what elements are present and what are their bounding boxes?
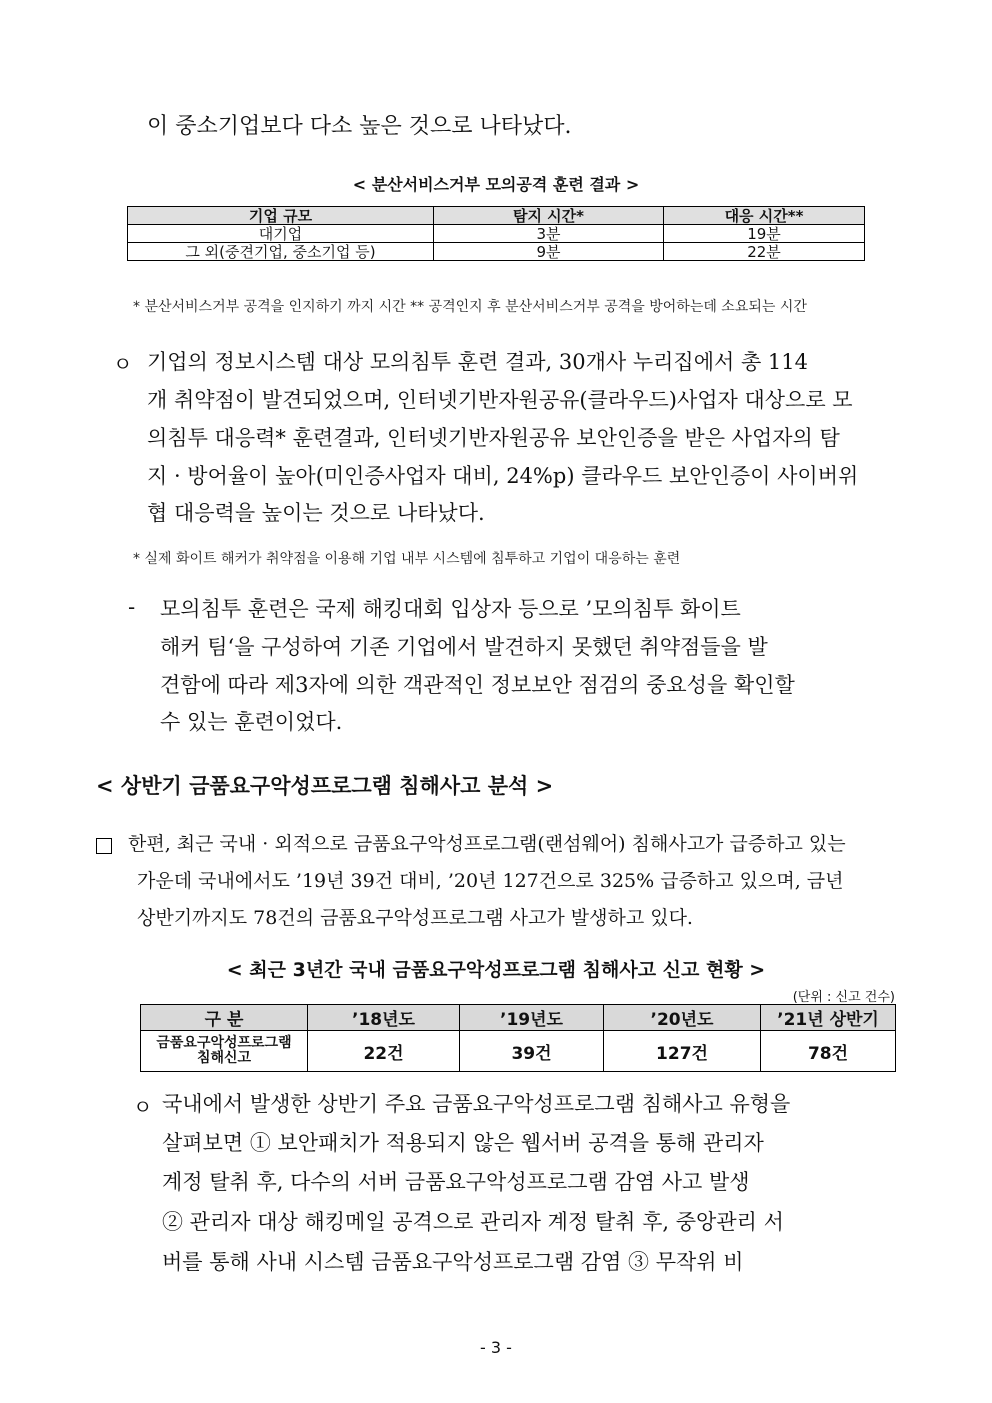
para3-line: 상반기까지도 78건의 금품요구악성프로그램 사고가 발생하고 있다. xyxy=(137,907,693,929)
para4-marker: ㅇ xyxy=(133,1095,153,1119)
page-number: - 3 - xyxy=(480,1338,512,1357)
para1-marker: ㅇ xyxy=(113,352,133,376)
para4-line: 계정 탈취 후, 다수의 서버 금품요구악성프로그램 감염 사고 발생 xyxy=(162,1170,750,1194)
table2-caption: < 최근 3년간 국내 금품요구악성프로그램 침해사고 신고 현황 > xyxy=(226,959,766,981)
table2 xyxy=(140,1004,896,1072)
para2-line: 해커 팀‘을 구성하여 기존 기업에서 발견하지 못했던 취약점들을 발 xyxy=(160,635,768,659)
para1-line: 지 · 방어율이 높아(미인증사업자 대비, 24%p) 클라우드 보안인증이 사이버위 xyxy=(147,464,859,488)
table1-cell: 그 외(중견기업, 중소기업 등) xyxy=(128,243,434,261)
para2-line: 견함에 따라 제3자에 의한 객관적인 정보보안 점검의 중요성을 확인할 xyxy=(160,673,795,697)
table-row xyxy=(141,1031,896,1072)
table1-footnote: * 분산서비스거부 공격을 인지하기 까지 시간 ** 공격인지 후 분산서비스거부 공격을 방어하는데 소요되는 시간 xyxy=(133,299,807,315)
para1-footnote: * 실제 화이트 해커가 취약점을 이용해 기업 내부 시스템에 침투하고 기업이 대응하는 훈련 xyxy=(133,551,681,567)
para4-line: 국내에서 발생한 상반기 주요 금품요구악성프로그램 침해사고 유형을 xyxy=(162,1092,791,1116)
table2-cell: 22건 xyxy=(308,1031,460,1072)
table1 xyxy=(127,206,865,261)
table2-header-row xyxy=(141,1005,896,1031)
para4-line: 살펴보면 ① 보안패치가 적용되지 않은 웹서버 공격을 통해 관리자 xyxy=(162,1131,764,1155)
table2-header-cell: 구 분 xyxy=(141,1005,308,1031)
table1-caption: < 분산서비스거부 모의공격 훈련 결과 > xyxy=(352,175,640,194)
para2-marker: - xyxy=(128,595,136,619)
para3-line: 한편, 최근 국내 · 외적으로 금품요구악성프로그램(랜섬웨어) 침해사고가 급증하고 있는 xyxy=(128,833,846,855)
intro-line: 이 중소기업보다 다소 높은 것으로 나타났다. xyxy=(147,114,572,139)
table1-header-cell: 기업 규모 xyxy=(128,207,434,225)
para2-line: 수 있는 훈련이었다. xyxy=(160,710,343,734)
table2-header-cell: ’19년도 xyxy=(460,1005,604,1031)
table2-header-cell: ’18년도 xyxy=(308,1005,460,1031)
para1-line: 의침투 대응력* 훈련결과, 인터넷기반자원공유 보안인증을 받은 사업자의 탐 xyxy=(147,426,840,450)
table2-row-label xyxy=(141,1031,308,1072)
para1-line: 기업의 정보시스템 대상 모의침투 훈련 결과, 30개사 누리집에서 총 114 xyxy=(147,350,808,374)
table2-unit: (단위 : 신고 건수) xyxy=(792,990,895,1005)
table2-cell: 78건 xyxy=(761,1031,896,1072)
table1-cell: 3분 xyxy=(434,225,664,243)
table1-header-cell: 탐지 시간* xyxy=(434,207,664,225)
table2-cell: 39건 xyxy=(460,1031,604,1072)
table1-header-row xyxy=(128,207,865,225)
table2-header-cell: ’20년도 xyxy=(604,1005,761,1031)
para4-line: 버를 통해 사내 시스템 금품요구악성프로그램 감염 ③ 무작위 비 xyxy=(162,1250,744,1274)
para1-line: 개 취약점이 발견되었으며, 인터넷기반자원공유(클라우드)사업자 대상으로 모 xyxy=(147,388,853,412)
checkbox-square-icon xyxy=(96,838,112,854)
table2-row-label-line: 금품요구악성프로그램 xyxy=(156,1035,292,1051)
para3-line: 가운데 국내에서도 ’19년 39건 대비, ’20년 127건으로 325% 급증하고 있으며, 금년 xyxy=(137,870,844,892)
para2-line: 모의침투 훈련은 국제 해킹대회 입상자 등으로 ’모의침투 화이트 xyxy=(160,597,741,621)
table-row xyxy=(128,243,865,261)
table1-cell: 대기업 xyxy=(128,225,434,243)
para1-line: 협 대응력을 높이는 것으로 나타났다. xyxy=(147,501,485,525)
table2-header-cell: ’21년 상반기 xyxy=(761,1005,896,1031)
table2-row-label-line: 침해신고 xyxy=(196,1050,252,1066)
table1-cell: 22분 xyxy=(664,243,865,261)
para4-line: ② 관리자 대상 해킹메일 공격으로 관리자 계정 탈취 후, 중앙관리 서 xyxy=(162,1210,784,1234)
table1-header-cell: 대응 시간** xyxy=(664,207,865,225)
section-heading: < 상반기 금품요구악성프로그램 침해사고 분석 > xyxy=(96,773,554,798)
table1-cell: 9분 xyxy=(434,243,664,261)
table1-cell: 19분 xyxy=(664,225,865,243)
table2-cell: 127건 xyxy=(604,1031,761,1072)
table-row xyxy=(128,225,865,243)
